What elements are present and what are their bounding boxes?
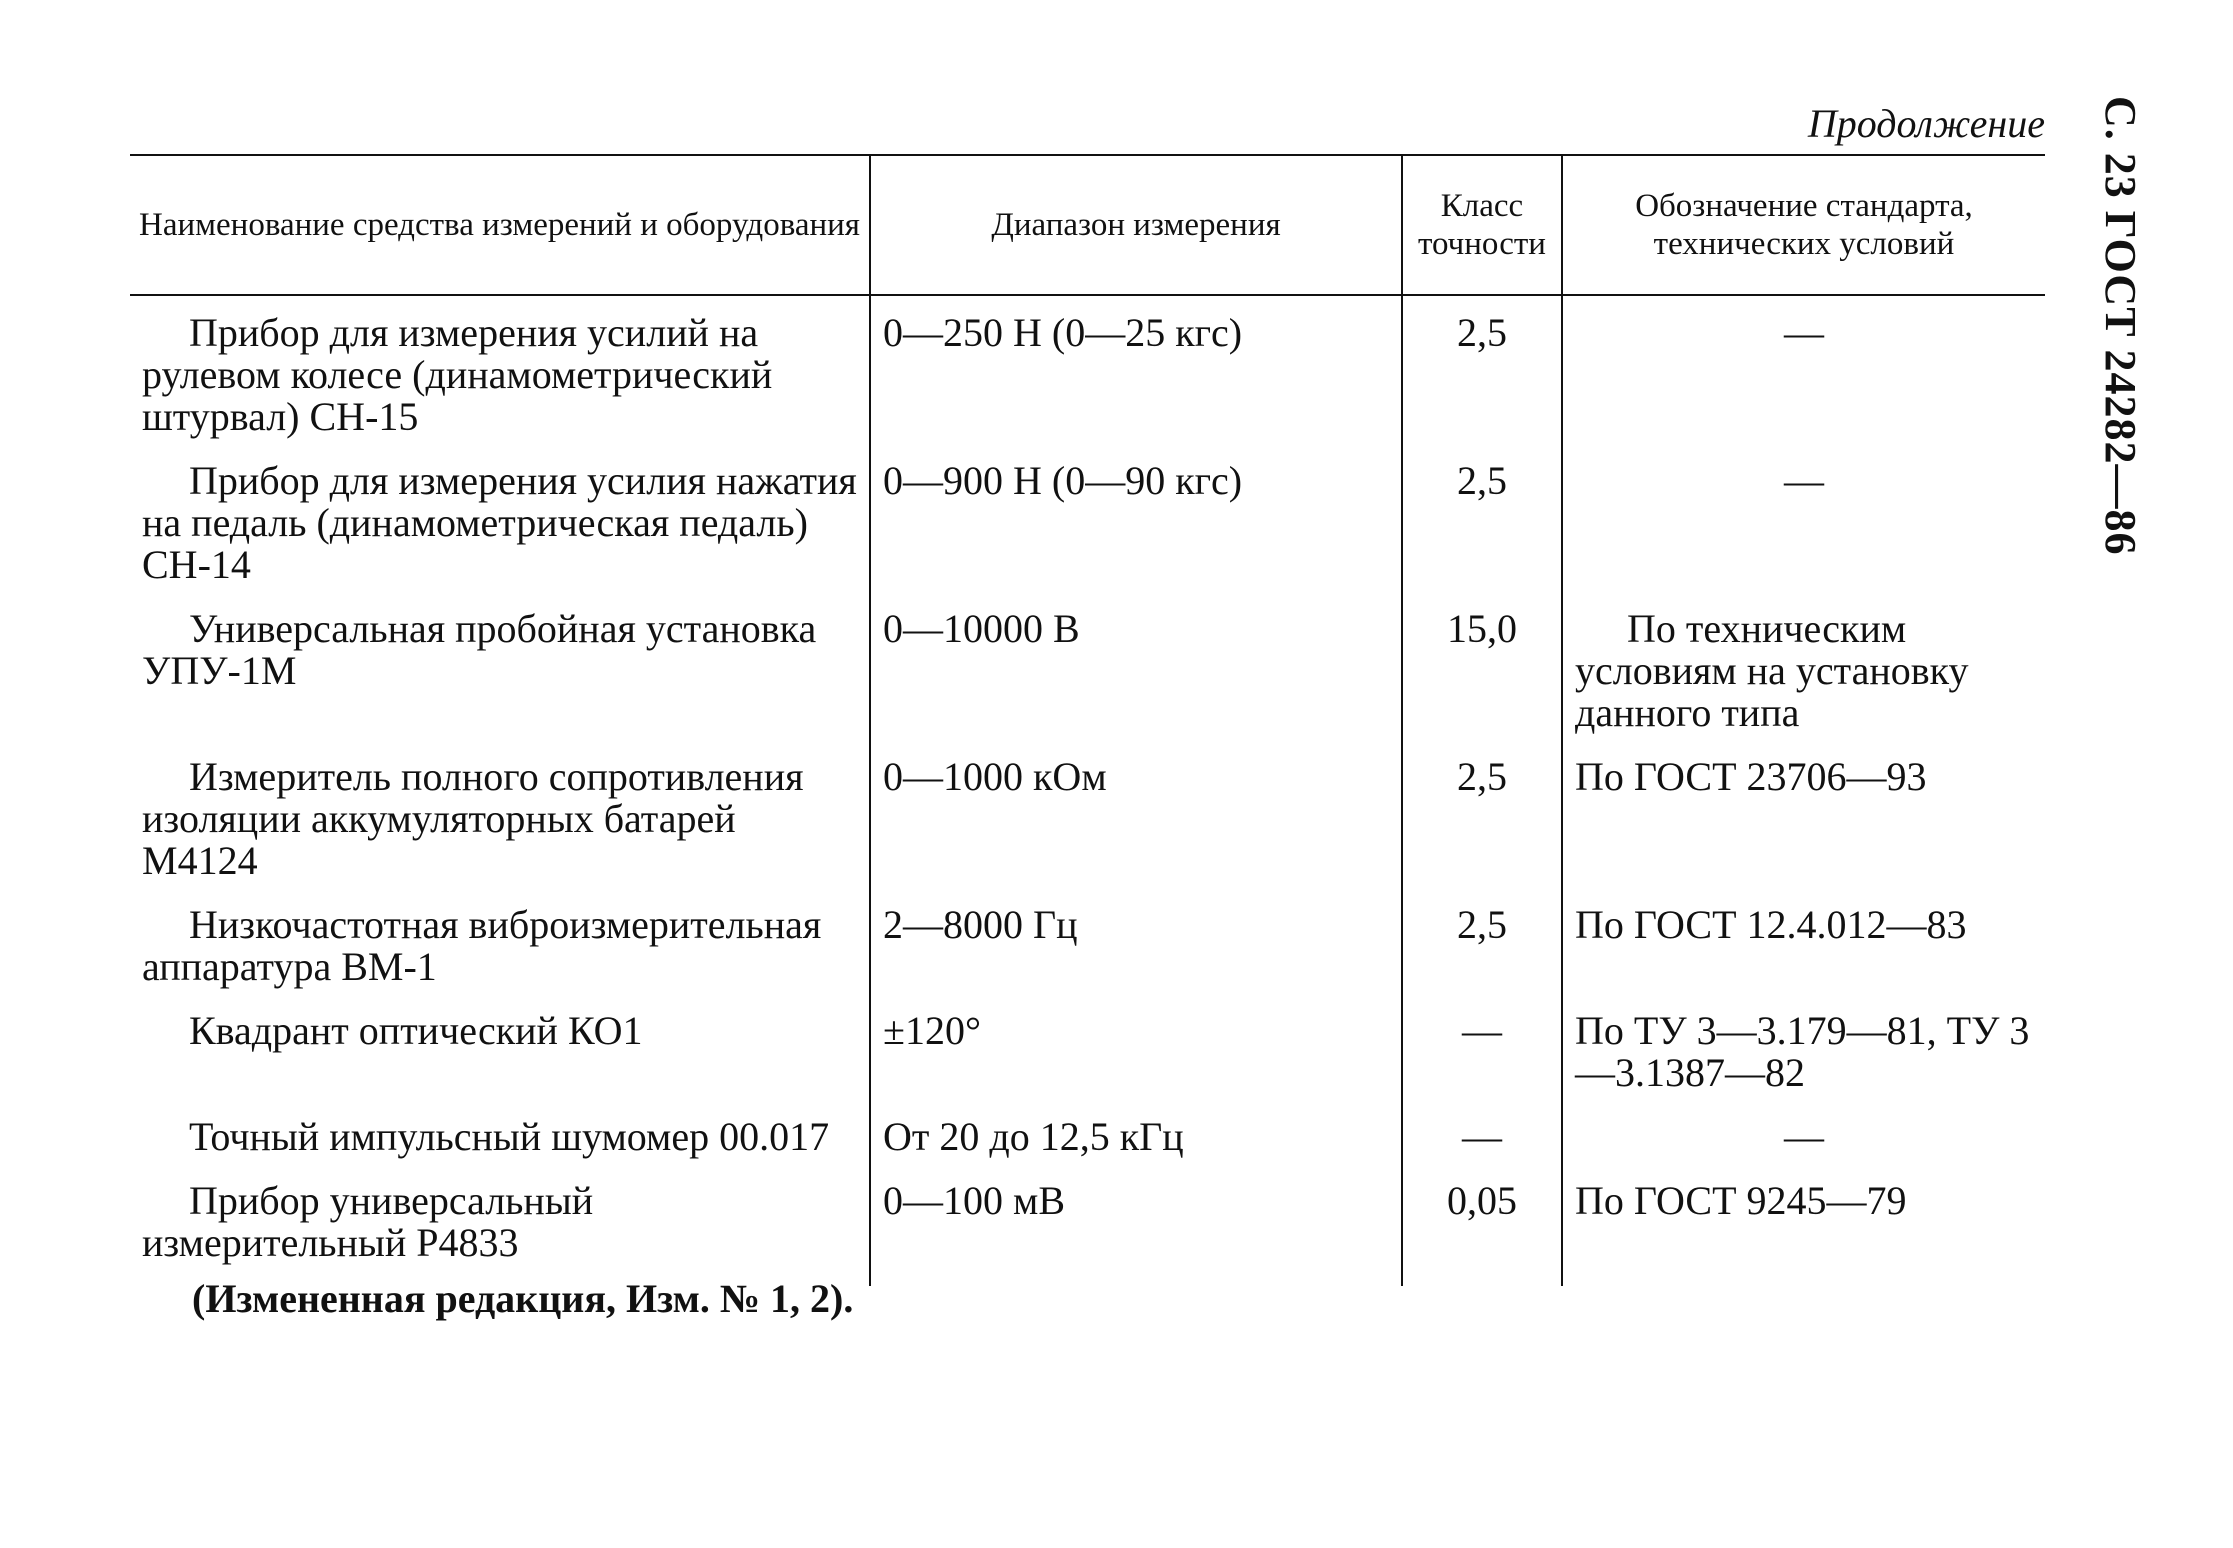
header-class: Класс точности <box>1402 155 1562 295</box>
header-name: Наименование средства измерений и оборудования <box>130 155 870 295</box>
cell-standard: По ТУ 3—3.179—81, ТУ 3—3.1387—82 <box>1562 1010 2045 1116</box>
table-row <box>130 460 2045 608</box>
cell-range: 0—250 Н (0—25 кгс) <box>870 295 1402 460</box>
table-row <box>130 295 2045 460</box>
cell-name: Универсальная пробойная установка УПУ-1М <box>142 606 817 693</box>
cell-standard: По ГОСТ 23706—93 <box>1562 756 2045 904</box>
table-row <box>130 1010 2045 1116</box>
table-row <box>130 1116 2045 1180</box>
table-row <box>130 756 2045 904</box>
cell-standard: — <box>1562 460 2045 608</box>
cell-standard: — <box>1562 295 2045 460</box>
cell-name: Прибор для измерения усилий на рулевом колесе (динамометрический штурвал) СН-15 <box>142 310 773 439</box>
cell-standard: По техническим условиям на установку данного типа <box>1562 608 2045 756</box>
cell-class: — <box>1402 1116 1562 1180</box>
cell-range: 0—900 Н (0—90 кгс) <box>870 460 1402 608</box>
cell-class: 2,5 <box>1402 756 1562 904</box>
cell-range: 2—8000 Гц <box>870 904 1402 1010</box>
cell-range: ±120° <box>870 1010 1402 1116</box>
cell-class: 2,5 <box>1402 295 1562 460</box>
header-standard: Обозначение стандарта, технических условий <box>1562 155 2045 295</box>
cell-name: Квадрант оптический КО1 <box>189 1008 643 1053</box>
cell-class: 15,0 <box>1402 608 1562 756</box>
cell-range: 0—1000 кОм <box>870 756 1402 904</box>
cell-range: 0—10000 В <box>870 608 1402 756</box>
cell-standard: — <box>1562 1116 2045 1180</box>
header-range: Диапазон измерения <box>870 155 1402 295</box>
cell-name: Низкочастотная виброизмерительная аппаратура ВМ-1 <box>142 902 822 989</box>
cell-class: 2,5 <box>1402 460 1562 608</box>
continuation-label: Продолжение <box>1807 101 2045 146</box>
cell-standard: По ГОСТ 12.4.012—83 <box>1562 904 2045 1010</box>
cell-name: Прибор для измерения усилия нажатия на педаль (динамометрическая педаль) СН-14 <box>142 458 857 587</box>
cell-name: Точный импульсный шумомер 00.017 <box>189 1114 830 1159</box>
cell-name: Прибор универсальный измерительный Р4833 <box>142 1178 594 1265</box>
page-header-vertical: С. 23 ГОСТ 24282—86 <box>2096 96 2145 556</box>
cell-range: От 20 до 12,5 кГц <box>870 1116 1402 1180</box>
cell-name: Измеритель полного сопротивления изоляции аккумуляторных батарей М4124 <box>142 754 804 883</box>
table-row <box>130 904 2045 1010</box>
table-header-row <box>130 155 2045 295</box>
table-row <box>130 1180 2045 1286</box>
cell-standard: По ГОСТ 9245—79 <box>1562 1180 2045 1286</box>
cell-class: 2,5 <box>1402 904 1562 1010</box>
cell-class: — <box>1402 1010 1562 1116</box>
table-row <box>130 608 2045 756</box>
cell-range: 0—100 мВ <box>870 1180 1402 1286</box>
instruments-table <box>130 154 2045 1286</box>
cell-class: 0,05 <box>1402 1180 1562 1286</box>
amendment-note: (Измененная редакция, Изм. № 1, 2). <box>192 1276 854 1321</box>
